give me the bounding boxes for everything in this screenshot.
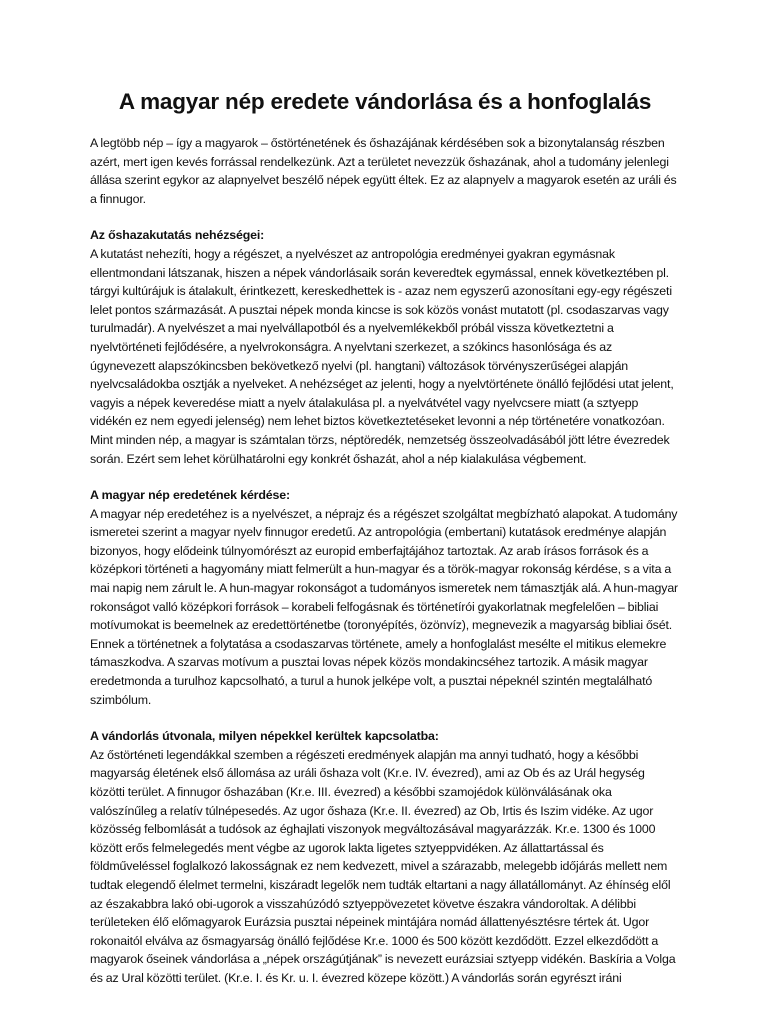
section-heading: A vándorlás útvonala, milyen népekkel kerültek kapcsolatba: [90,729,439,744]
section-nep-eredete [90,486,680,709]
section-ohaza-nehezsegei [90,226,680,468]
section-vandorlas-utvonala [90,727,680,987]
intro-paragraph: A legtöbb nép – így a magyarok – őstörténetének és őshazájának kérdésében sok a bizonytalanság részben azért, mert igen kevés forrással rendelkezünk. Azt a területet nevezzük őshazának, ahol a tudomány jelenlegi állása szerint egykor az alapnyelvet beszélő népek együtt éltek. Ez az alapnyelv a magyarok esetén az uráli és a finnugor. [90,136,677,206]
section-heading: A magyar nép eredetének kérdése: [90,488,290,503]
section-body: A kutatást nehezíti, hogy a régészet, a nyelvészet az antropológia eredményei gyakran egymásnak ellentmondani látszanak, hiszen a népek vándorlásaik során keveredtek egymással, ennek következtében pl. tárgyi kultúrájuk is átalakult, érintkezett, kereskedhettek is - azaz nem egyszerű azonosítani egy-egy régészeti lelet pontos származását. A pusztai népek monda kincse is sok közös vonást mutatott (pl. csodaszarvas vagy turulmadár). A nyelvészet a mai nyelvállapotból és a nyelvemlékekből próbál vissza következtetni a nyelvtörténeti fejlődésére, a nyelvrokonságra. A nyelvtani szerkezet, a szókincs hasonlósága és az úgynevezett alapszókincsben bekövetkező nyelvi (pl. hangtani) változások törvényszerűségei alapján nyelvcsaládokba osztják a nyelveket. A nehézséget az jelenti, hogy a nyelvtörténete önálló fejlődési utat jelent, vagyis a népek keveredése miatt a nyelv átalakulása pl. a nyelvátvétel vagy nyelvcsere miatt (a sztyepp vidékén ez nem egyedi jelenség) nem lehet biztos következtetéseket levonni a nép történetére vonatkozóan. Mint minden nép, a magyar is számtalan törzs, néptöredék, nemzetség összeolvadásából jött létre évezredek során. Ezért sem lehet körülhatárolni egy konkrét őshazát, ahol a nép kialakulása végbement. [90,246,674,466]
document-page [90,88,680,988]
section-body: A magyar nép eredetéhez is a nyelvészet, a néprajz és a régészet szolgáltat megbízható alapokat. A tudomány ismeretei szerint a magyar nyelv finnugor eredetű. Az antropológia (embertani) kutatások eredménye alapján bizonyos, hogy elődeink túlnyomórészt az europid emberfajtájához tartoztak. Az arab írásos források és a középkori történeti a hagyomány miatt felmerült a hun-magyar és a török-magyar rokonság kérdése, s a vita a mai napig nem zárult le. A hun-magyar rokonságot a tudományos ismeretek nem támasztják alá. A hun-magyar rokonságot valló középkori források – korabeli felfogásnak és történetírói gyakorlatnak megfelelően – bibliai motívumokat is beemelnek az eredettörténetbe (toronyépítés, özönvíz), megnevezik a magyarság bibliai ősét. Ennek a történetnek a folytatása a csodaszarvas története, amely a honfoglalást mesélte el mitikus elemekre támaszkodva. A szarvas motívum a pusztai lovas népek közös mondakincséhez tartozik. A másik magyar eredetmonda a turulhoz kapcsolható, a turul a hunok jelképe volt, a pusztai népeknél szintén megtalálható szimbólum. [90,506,679,707]
document-title: A magyar nép eredete vándorlása és a honfoglalás [118,89,652,114]
section-body: Az őstörténeti legendákkal szemben a régészeti eredmények alapján ma annyi tudható, hogy a későbbi magyarság életének első állomása az uráli őshaza volt (Kr.e. IV. évezred), ami az Ob és az Urál hegység közötti terület. A finnugor őshazában (Kr.e. III. évezred) a későbbi szamojédok különválásának oka valószínűleg a relatív túlnépesedés. Az ugor őshaza (Kr.e. II. évezred) az Ob, Irtis és Iszim vidéke. Az ugor közösség felbomlását a tudósok az éghajlati viszonyok megváltozásával magyarázzák. Kr.e. 1300 és 1000 között erős felmelegedés ment végbe az ugorok lakta ligetes sztyeppvidéken. Az állattartással és földműveléssel foglalkozó lakosságnak ez nem kedvezett, mivel a szárazabb, melegebb időjárás mellett nem tudtak elegendő élelmet termelni, kiszáradt legelők nem tudták eltartani a nagy állatállományt. Az éhínség elől az északabbra lakó obi-ugorok a visszahúzódó sztyeppövezetet követve északra vándoroltak. A délibbi területeken élő előmagyarok Eurázsia pusztai népeinek mintájára nomád állattenyésztésre tértek át. Ugor rokonaitól elválva az ősmagyarság önálló fejlődése Kr.e. 1000 és 500 között kezdődött. Ezzel elkezdődött a magyarok őseinek vándorlása a „népek országútjának” is nevezett eurázsiai sztyepp vidékén. Baskíria a Volga és az Ural közötti terület. (Kr.e. I. és Kr. u. I. évezred közepe között.) A vándorlás során egyrészt iráni [90,747,676,985]
section-heading: Az őshazakutatás nehézségei: [90,228,265,243]
